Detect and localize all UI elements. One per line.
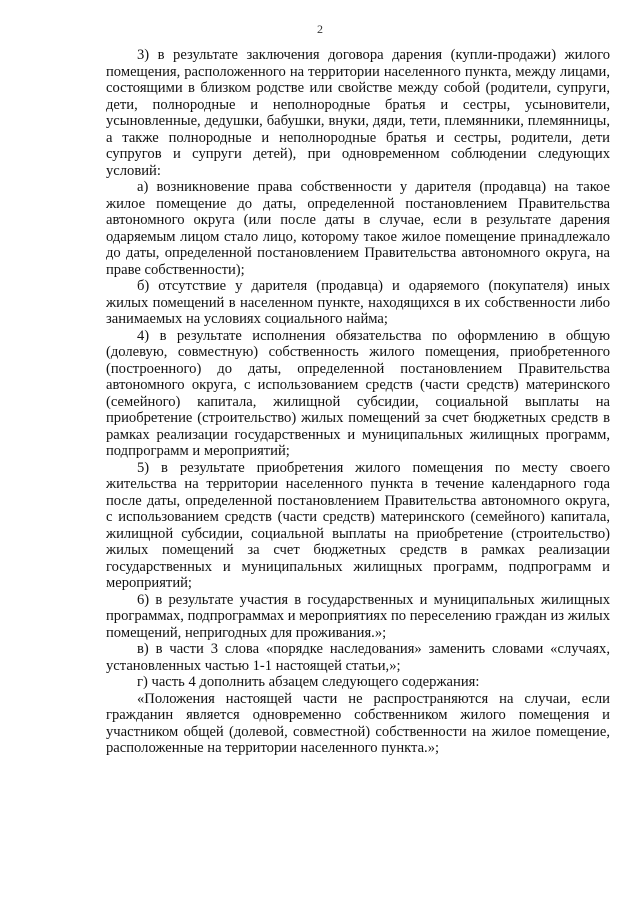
paragraph-amendment-g: г) часть 4 дополнить абзацем следующего содержания: <box>137 674 480 690</box>
paragraph-item-5: 5) в результате приобретения жилого помещения по месту своего жительства на территории населенного пункта в течение календарного года после даты, определенной постановлением Правительства автономного округа, с использованием средств (части средств) материнского (семейного) капитала, жилищной субсидии, социальной выплаты на приобретение (строительство) жилых помещений за счет бюджетных средств в рамках реализации государственных и муниципальных жилищных программ, подпрограмм и мероприятий; <box>106 459 610 591</box>
paragraph-amendment-v: в) в части 3 слова «порядке наследования» заменить словами «случаях, установленных частью 1-1 настоящей статьи,»; <box>106 641 610 674</box>
page-number: 2 <box>317 22 323 36</box>
paragraph-subitem-b: б) отсутствие у дарителя (продавца) и одаряемого (покупателя) иных жилых помещений в населенном пункте, находящихся в их собственности либо занимаемых на условиях социального найма; <box>106 278 610 327</box>
paragraph-item-4: 4) в результате исполнения обязательства по оформлению в общую (долевую, совместную) собственность жилого помещения, приобретенного (построенного) до даты, определенной постановлением Правительства автономного округа, с использованием средств (части средств) материнского (семейного) капитала, жилищной субсидии, социальной выплаты на приобретение (строительство) жилых помещений за счет бюджетных средств в рамках реализации государственных и муниципальных жилищных программ, подпрограмм и мероприятий; <box>106 327 610 459</box>
paragraph-item-3: 3) в результате заключения договора дарения (купли-продажи) жилого помещения, расположенного на территории населенного пункта, между лицами, состоящими в близком родстве или свойстве между собой (родители, супруги, дети, полнородные и неполнородные братья и сестры, усыновители, усыновленные, дедушки, бабушки, внуки, дяди, тети, племянники, племянницы, а также полнородные и неполнородные братья и сестры, родители, дети супругов и супруги детей), при одновременном соблюдении следующих условий: <box>106 47 610 179</box>
paragraph-subitem-a: а) возникновение права собственности у дарителя (продавца) на такое жилое помещение до даты, определенной постановлением Правительства автономного округа (или после даты в случае, если в результате дарения одаряемым лицом стало лицо, которому такое жилое помещение принадлежало до даты, определенной постановлением Правительства автономного округа, на праве собственности); <box>106 179 610 278</box>
paragraph-item-6: 6) в результате участия в государственных и муниципальных жилищных программах, подпрограммах и мероприятиях по переселению граждан из жилых помещений, непригодных для проживания.»; <box>106 591 610 641</box>
document-body <box>106 47 610 757</box>
paragraph-quoted-provision: «Положения настоящей части не распространяются на случаи, если гражданин является одновременно собственником жилого помещения и участником общей (долевой, совместной) собственности на жилое помещение, расположенные на территории населенного пункта.»; <box>106 690 610 756</box>
